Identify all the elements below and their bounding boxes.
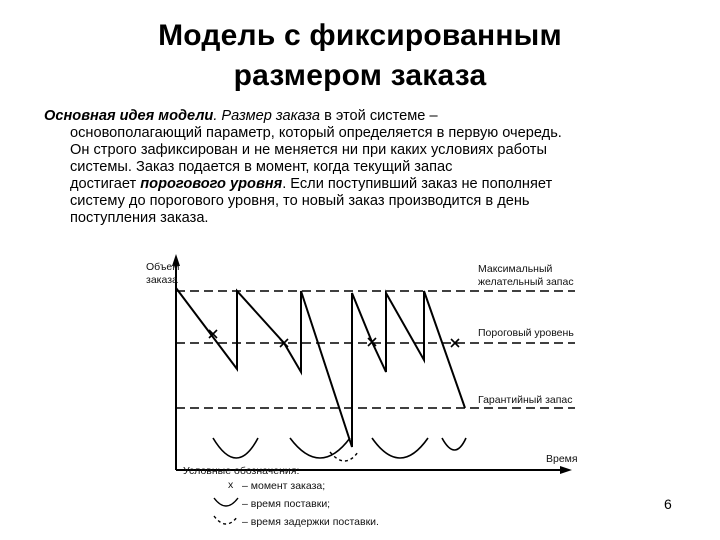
paragraph-line-3: Он строго зафиксирован и не меняется ни при каких условиях работы	[70, 142, 547, 158]
legend-x-symbol: x	[228, 479, 234, 491]
paragraph-line-1-rest: в этой системе –	[320, 108, 438, 124]
legend-order-moment: – момент заказа;	[242, 480, 326, 492]
threshold-level-term: порогового уровня	[140, 176, 283, 192]
legend-delivery-arc-icon	[214, 498, 238, 506]
page-number: 6	[664, 496, 672, 512]
title-line-1: Модель с фиксированным	[158, 19, 562, 52]
legend-delay-time: – время задержки поставки.	[242, 516, 379, 528]
inventory-level-line	[176, 288, 465, 447]
delivery-time-arcs	[213, 438, 466, 458]
y-axis-label-line-1: Объем	[146, 261, 180, 273]
title-line-2: размером заказа	[233, 59, 487, 92]
legend-delay-arc-icon	[214, 516, 238, 524]
order-moment-marks	[209, 330, 459, 347]
order-size-phrase: . Размер заказа	[213, 108, 321, 124]
key-idea-label: Основная идея модели	[44, 108, 214, 124]
x-axis-arrow-icon	[560, 466, 572, 474]
paragraph-line-2: основополагающий параметр, который определяется в первую очередь.	[70, 125, 562, 141]
max-stock-label-line-1: Максимальный	[478, 263, 553, 275]
threshold-label: Пороговый уровень	[478, 327, 574, 339]
y-axis-label-line-2: заказа	[146, 274, 178, 286]
paragraph-line-4: системы. Заказ подается в момент, когда текущий запас	[70, 159, 453, 175]
legend-delivery-time: – время поставки;	[242, 498, 331, 510]
x-axis-label: Время	[546, 453, 578, 465]
paragraph-line-6: систему до порогового уровня, то новый заказ производится в день	[70, 193, 530, 209]
max-stock-label-line-2: желательный запас	[478, 276, 574, 288]
paragraph-line-5-start: достигает	[70, 176, 141, 192]
paragraph-line-7: поступления заказа.	[70, 210, 209, 226]
legend-title: Условные обозначения:	[183, 465, 300, 477]
safety-stock-label: Гарантийный запас	[478, 394, 573, 406]
paragraph-line-5-rest: . Если поступивший заказ не пополняет	[282, 176, 553, 192]
